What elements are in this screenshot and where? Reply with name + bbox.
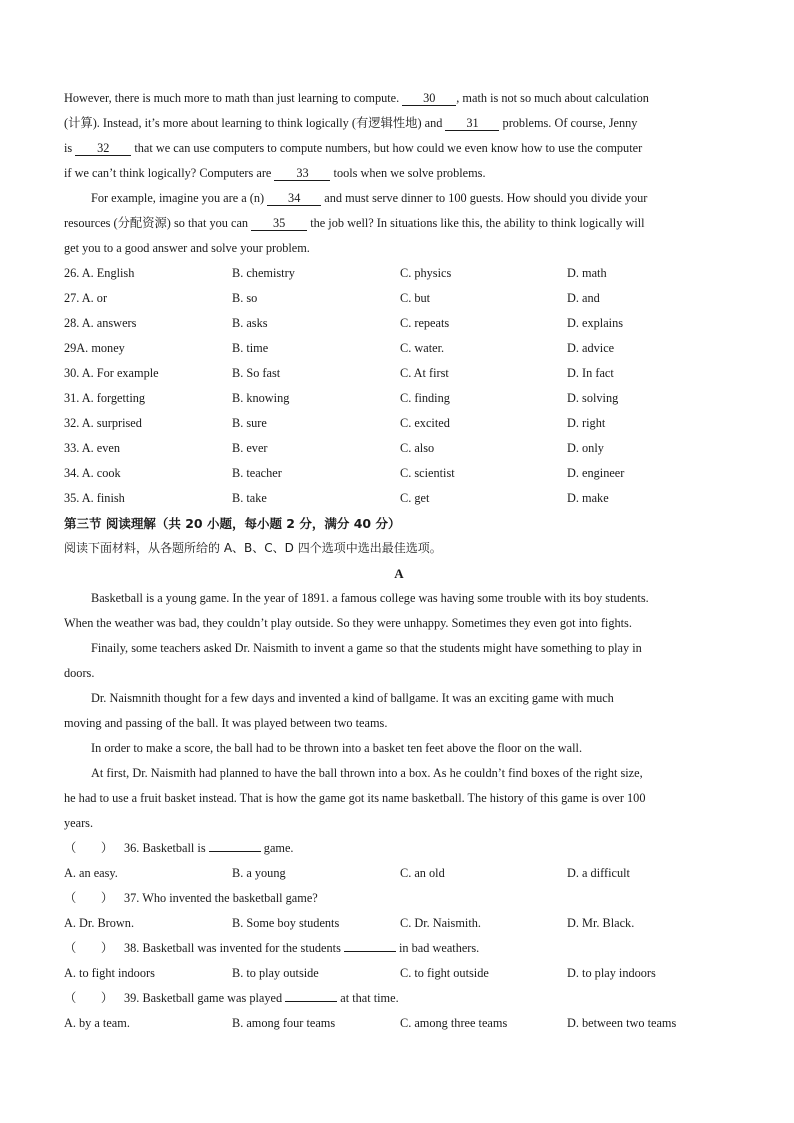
passage-text: and must serve dinner to 100 guests. How should you divide your	[321, 191, 648, 205]
passage-line: In order to make a score, the ball had to be thrown into a basket ten feet above the floor on the wall.	[91, 741, 583, 755]
passage-text: if we can’t think logically? Computers are	[64, 166, 275, 180]
option-c[interactable]: C. repeats	[400, 316, 450, 330]
option-b[interactable]: B. among four teams	[232, 1016, 336, 1030]
option-b[interactable]: B. sure	[232, 416, 267, 430]
passage-line	[64, 111, 734, 136]
passage-line	[64, 211, 734, 236]
question-blank	[344, 937, 396, 952]
option-c[interactable]: C. among three teams	[400, 1016, 508, 1030]
option-b[interactable]: B. chemistry	[232, 266, 295, 280]
passage-label: A	[394, 566, 404, 581]
passage-text: However, there is much more to math than just learning to compute.	[64, 91, 403, 105]
option-d[interactable]: D. between two teams	[567, 1016, 677, 1030]
option-d[interactable]: D. and	[567, 291, 600, 305]
option-a[interactable]: 29A. money	[64, 341, 125, 355]
option-a[interactable]: 27. A. or	[64, 291, 108, 305]
answer-blank-32[interactable]: 32	[75, 141, 131, 156]
passage-line: years.	[64, 816, 94, 830]
passage-text: the job well? In situations like this, the ability to think logically will	[307, 216, 645, 230]
answer-paren[interactable]: （ ）	[64, 941, 114, 955]
option-b[interactable]: B. take	[232, 491, 267, 505]
question-text: at that time.	[337, 991, 399, 1005]
passage-text: problems. Of course, Jenny	[499, 116, 638, 130]
option-d[interactable]: D. right	[567, 416, 606, 430]
passage-text: , math is not so much about calculation	[456, 91, 649, 105]
passage-line: Dr. Naismnith thought for a few days and invented a kind of ballgame. It was an exciting game with much	[91, 691, 614, 705]
answer-blank-30[interactable]: 30	[402, 91, 456, 106]
option-b[interactable]: B. knowing	[232, 391, 290, 405]
option-row	[64, 436, 734, 461]
option-a[interactable]: 35. A. finish	[64, 491, 125, 505]
option-c[interactable]: C. Dr. Naismith.	[400, 916, 481, 930]
option-c[interactable]: C. an old	[400, 866, 445, 880]
option-c[interactable]: C. to fight outside	[400, 966, 489, 980]
answer-paren[interactable]: （ ）	[64, 891, 114, 905]
option-c[interactable]: C. but	[400, 291, 431, 305]
question-stem	[64, 986, 734, 1011]
passage-line: he had to use a fruit basket instead. That is how the game got its name basketball. The history of this game is over 100	[64, 791, 646, 805]
option-b[interactable]: B. Some boy students	[232, 916, 340, 930]
passage-line: Finaily, some teachers asked Dr. Naismith to invent a game so that the students might have something to play in	[91, 641, 642, 655]
question-stem	[64, 836, 734, 861]
question-text: in bad weathers.	[395, 941, 480, 955]
passage-line: moving and passing of the ball. It was played between two teams.	[64, 716, 388, 730]
option-row	[64, 461, 734, 486]
passage-line: Basketball is a young game. In the year of 1891. a famous college was having some trouble with its boy students.	[91, 591, 649, 605]
passage-line: At first, Dr. Naismith had planned to have the ball thrown into a box. As he couldn’t find boxes of the right size,	[91, 766, 643, 780]
option-row	[64, 961, 734, 986]
passage-text: get you to a good answer and solve your problem.	[64, 241, 310, 255]
passage-line: doors.	[64, 666, 95, 680]
option-b[interactable]: B. a young	[232, 866, 286, 880]
option-a[interactable]: 34. A. cook	[64, 466, 121, 480]
passage-line	[64, 136, 734, 161]
option-a[interactable]: A. an easy.	[64, 866, 118, 880]
option-row	[64, 261, 734, 286]
option-d[interactable]: D. math	[567, 266, 607, 280]
answer-paren[interactable]: （ ）	[64, 841, 114, 855]
option-row	[64, 411, 734, 436]
option-b[interactable]: B. to play outside	[232, 966, 319, 980]
option-c[interactable]: C. At first	[400, 366, 449, 380]
option-c[interactable]: C. excited	[400, 416, 450, 430]
passage-text: For example, imagine you are a (n)	[91, 191, 268, 205]
section-title: 第三节 阅读理解（共 20 小题，每小题 2 分，满分 40 分）	[64, 516, 401, 531]
option-c[interactable]: C. scientist	[400, 466, 455, 480]
option-a[interactable]: 26. A. English	[64, 266, 135, 280]
option-b[interactable]: B. so	[232, 291, 258, 305]
passage-text: is	[64, 141, 76, 155]
option-row	[64, 336, 734, 361]
option-d[interactable]: D. a difficult	[567, 866, 630, 880]
option-d[interactable]: D. make	[567, 491, 609, 505]
option-row	[64, 1011, 734, 1036]
section-instruction: 阅读下面材料，从各题所给的 A、B、C、D 四个选项中选出最佳选项。	[64, 541, 442, 555]
option-d[interactable]: D. In fact	[567, 366, 614, 380]
option-c[interactable]: C. water.	[400, 341, 445, 355]
option-c[interactable]: C. also	[400, 441, 435, 455]
option-d[interactable]: D. advice	[567, 341, 615, 355]
option-d[interactable]: D. engineer	[567, 466, 625, 480]
option-d[interactable]: D. only	[567, 441, 604, 455]
option-b[interactable]: B. time	[232, 341, 269, 355]
question-stem	[64, 886, 734, 911]
option-b[interactable]: B. ever	[232, 441, 268, 455]
option-c[interactable]: C. finding	[400, 391, 450, 405]
answer-blank-33[interactable]: 33	[274, 166, 330, 181]
option-d[interactable]: D. explains	[567, 316, 624, 330]
question-text: 37. Who invented the basketball game?	[124, 891, 318, 905]
option-a[interactable]: 33. A. even	[64, 441, 121, 455]
option-row	[64, 361, 734, 386]
option-row	[64, 311, 734, 336]
answer-blank-34[interactable]: 34	[267, 191, 321, 206]
option-d[interactable]: D. to play indoors	[567, 966, 656, 980]
option-row	[64, 861, 734, 886]
question-blank	[209, 837, 261, 852]
question-text: 38. Basketball was invented for the students	[124, 941, 344, 955]
option-c[interactable]: C. get	[400, 491, 430, 505]
option-b[interactable]: B. asks	[232, 316, 268, 330]
question-text: game.	[260, 841, 294, 855]
option-a[interactable]: 30. A. For example	[64, 366, 159, 380]
question-text: 39. Basketball game was played	[124, 991, 286, 1005]
passage-line	[64, 236, 734, 261]
answer-paren[interactable]: （ ）	[64, 991, 114, 1005]
question-stem	[64, 936, 734, 961]
option-b[interactable]: B. teacher	[232, 466, 282, 480]
passage-line	[64, 86, 734, 111]
option-row	[64, 386, 734, 411]
passage-text: (计算). Instead, it’s more about learning to think logically (有逻辑性地) and	[64, 116, 446, 130]
passage-text: that we can use computers to compute numbers, but how could we even know how to use the computer	[131, 141, 643, 155]
option-row	[64, 911, 734, 936]
question-blank	[285, 987, 337, 1002]
option-a[interactable]: A. to fight indoors	[64, 966, 155, 980]
option-a[interactable]: 31. A. forgetting	[64, 391, 146, 405]
passage-text: resources (分配资源) so that you can	[64, 216, 252, 230]
option-a[interactable]: 32. A. surprised	[64, 416, 142, 430]
answer-blank-31[interactable]: 31	[445, 116, 499, 131]
passage-line	[64, 161, 734, 186]
option-row	[64, 486, 734, 511]
question-text: 36. Basketball is	[124, 841, 209, 855]
passage-line	[64, 186, 734, 211]
passage-text: tools when we solve problems.	[330, 166, 486, 180]
option-a[interactable]: A. by a team.	[64, 1016, 130, 1030]
exam-page	[64, 86, 734, 1036]
option-a[interactable]: A. Dr. Brown.	[64, 916, 135, 930]
option-d[interactable]: D. Mr. Black.	[567, 916, 635, 930]
option-d[interactable]: D. solving	[567, 391, 619, 405]
cloze-options-list	[64, 261, 734, 511]
answer-blank-35[interactable]: 35	[251, 216, 307, 231]
option-b[interactable]: B. So fast	[232, 366, 281, 380]
option-a[interactable]: 28. A. answers	[64, 316, 137, 330]
option-row	[64, 286, 734, 311]
option-c[interactable]: C. physics	[400, 266, 452, 280]
passage-line: When the weather was bad, they couldn’t play outside. So they were unhappy. Sometimes they even got into fights.	[64, 616, 632, 630]
